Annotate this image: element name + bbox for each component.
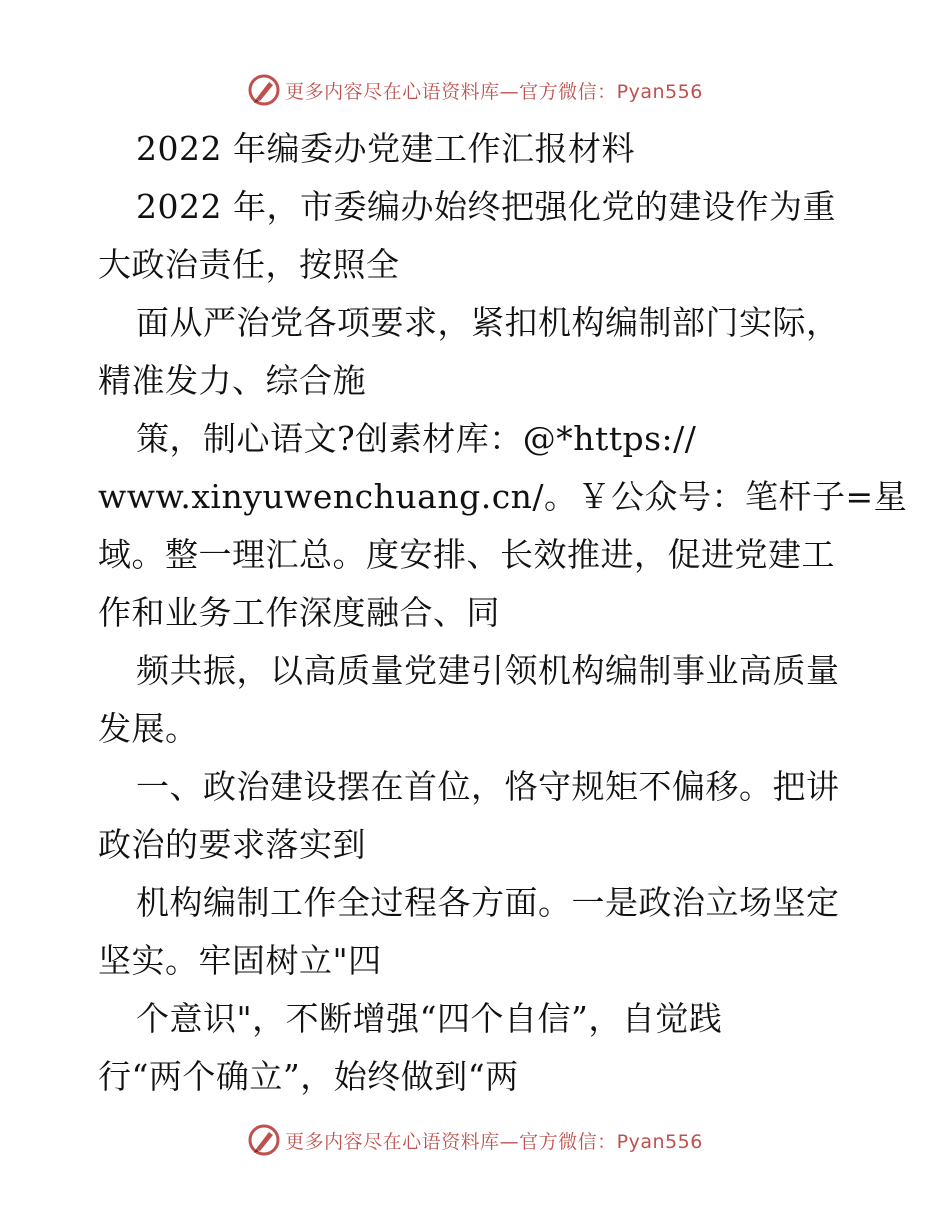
text-line: 频共振，以高质量党建引领机构编制事业高质量 xyxy=(136,651,840,690)
banner-text: 更多内容尽在心语资料库—官方微信：Pyan556 xyxy=(285,1130,703,1153)
text-line: 行“两个确立”，始终做到“两 xyxy=(98,1057,519,1096)
banner-text: 更多内容尽在心语资料库—官方微信：Pyan556 xyxy=(285,80,703,103)
text-line: www.xinyuwenchuang.cn/。￥公众号：笔杆子=星 xyxy=(98,477,908,516)
pen-logo-icon xyxy=(247,1123,281,1157)
header-banner xyxy=(0,70,950,110)
text-line: 作和业务工作深度融合、同 xyxy=(98,593,500,632)
text-line: 政治的要求落实到 xyxy=(98,825,366,864)
text-line: 策，制心语文?创素材库：@*https:// xyxy=(136,419,697,458)
text-line: 面从严治党各项要求，紧扣机构编制部门实际， xyxy=(136,303,840,342)
text-line: 2022 年，市委编办始终把强化党的建设作为重 xyxy=(136,187,836,226)
pen-logo-icon xyxy=(247,73,281,107)
text-line: 精准发力、综合施 xyxy=(98,361,366,400)
text-line: 机构编制工作全过程各方面。一是政治立场坚定 xyxy=(136,883,840,922)
text-line: 个意识"，不断增强“四个自信”，自觉践 xyxy=(136,999,723,1038)
text-line: 域。整一理汇总。度安排、长效推进，促进党建工 xyxy=(98,535,835,574)
footer-banner xyxy=(0,1120,950,1160)
text-line: 2022 年编委办党建工作汇报材料 xyxy=(136,129,635,168)
text-line: 坚实。牢固树立"四 xyxy=(98,941,382,980)
text-line: 大政治责任，按照全 xyxy=(98,245,400,284)
document-body xyxy=(98,120,908,1106)
text-line: 发展。 xyxy=(98,709,199,748)
text-line: 一、政治建设摆在首位，恪守规矩不偏移。把讲 xyxy=(136,767,840,806)
